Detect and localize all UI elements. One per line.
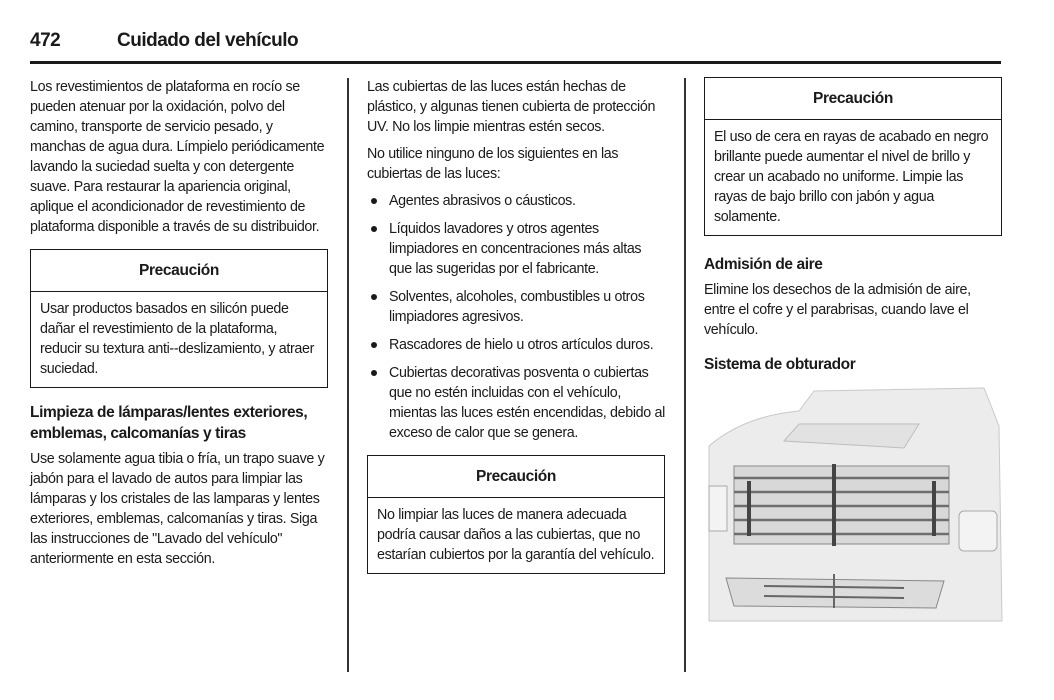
column-divider [347,78,349,672]
list-item: Agentes abrasivos o cáusticos. [367,191,665,211]
paragraph: Elimine los desechos de la admisión de aire, entre el cofre y el parabrisas, cuando lave el vehículo. [704,282,971,338]
caution-title: Precaución [31,250,327,292]
section-heading: Admisión de aire [704,256,823,273]
section-heading: Sistema de obturador [704,356,856,373]
paragraph: Use solamente agua tibia o fría, un trapo suave y jabón para el lavado de autos para limpiar las lámparas y los cristales de las lamparas y lentes exteriores, emblemas, calcomanías y tiras. Siga las instrucciones de "Lavado del vehículo" anteriormente en esta sección. [30,451,325,567]
caution-title: Precaución [705,78,1001,120]
paragraph: Las cubiertas de las luces están hechas de plástico, y algunas tienen cubierta de protección UV. No los limpie mientras estén secos. [367,79,656,135]
caution-text: El uso de cera en rayas de acabado en negro brillante puede aumentar el nivel de brillo y crear un acabado no uniforme. Limpie las rayas de bajo brillo con jabón y agua solamente. [714,129,989,225]
caution-box [30,249,328,388]
list-item: Líquidos lavadores y otros agentes limpiadores en concentraciones más altas que las sugeridas por el fabricante. [367,219,665,279]
column-1 [30,77,328,576]
column-3 [704,77,1002,632]
caution-title: Precaución [368,456,664,498]
caution-box [367,455,665,574]
list-item: Solventes, alcoholes, combustibles u otros limpiadores agresivos. [367,287,665,327]
caution-box [704,77,1002,236]
page-number: 472 [30,30,61,51]
caution-text: Usar productos basados en silicón puede dañar el revestimiento de la plataforma, reducir su textura anti-‑deslizamiento, y atraer suciedad. [40,301,315,377]
truck-grille-illustration [704,386,1004,626]
bullet-list [367,191,665,443]
list-item: Rascadores de hielo u otros artículos duros. [367,335,665,355]
caution-text: No limpiar las luces de manera adecuada podría causar daños a las cubiertas, que no estarían cubiertos por la garantía del vehículo. [377,507,655,563]
paragraph: Los revestimientos de plataforma en rocío se pueden atenuar por la oxidación, polvo del camino, transporte de servicio pesado, y manchas de agua dura. Límpielo periódicamente lavando la suciedad suelta y con detergente suave. Para restaurar la apariencia original, aplique el acondicionador de revestimiento de plataforma disponible a través de su distribuidor. [30,79,325,235]
paragraph: No utilice ninguno de los siguientes en las cubiertas de las luces: [367,146,619,182]
header-rule [30,61,1001,64]
column-divider [684,78,686,672]
page-title: Cuidado del vehículo [117,30,299,51]
list-item: Cubiertas decorativas posventa o cubiertas que no estén incluidas con el vehículo, mientas las luces estén encendidas, debido al exceso de calor que se genera. [367,363,665,443]
column-2 [367,77,665,588]
section-heading: Limpieza de lámparas/lentes exteriores, emblemas, calcomanías y tiras [30,404,308,442]
